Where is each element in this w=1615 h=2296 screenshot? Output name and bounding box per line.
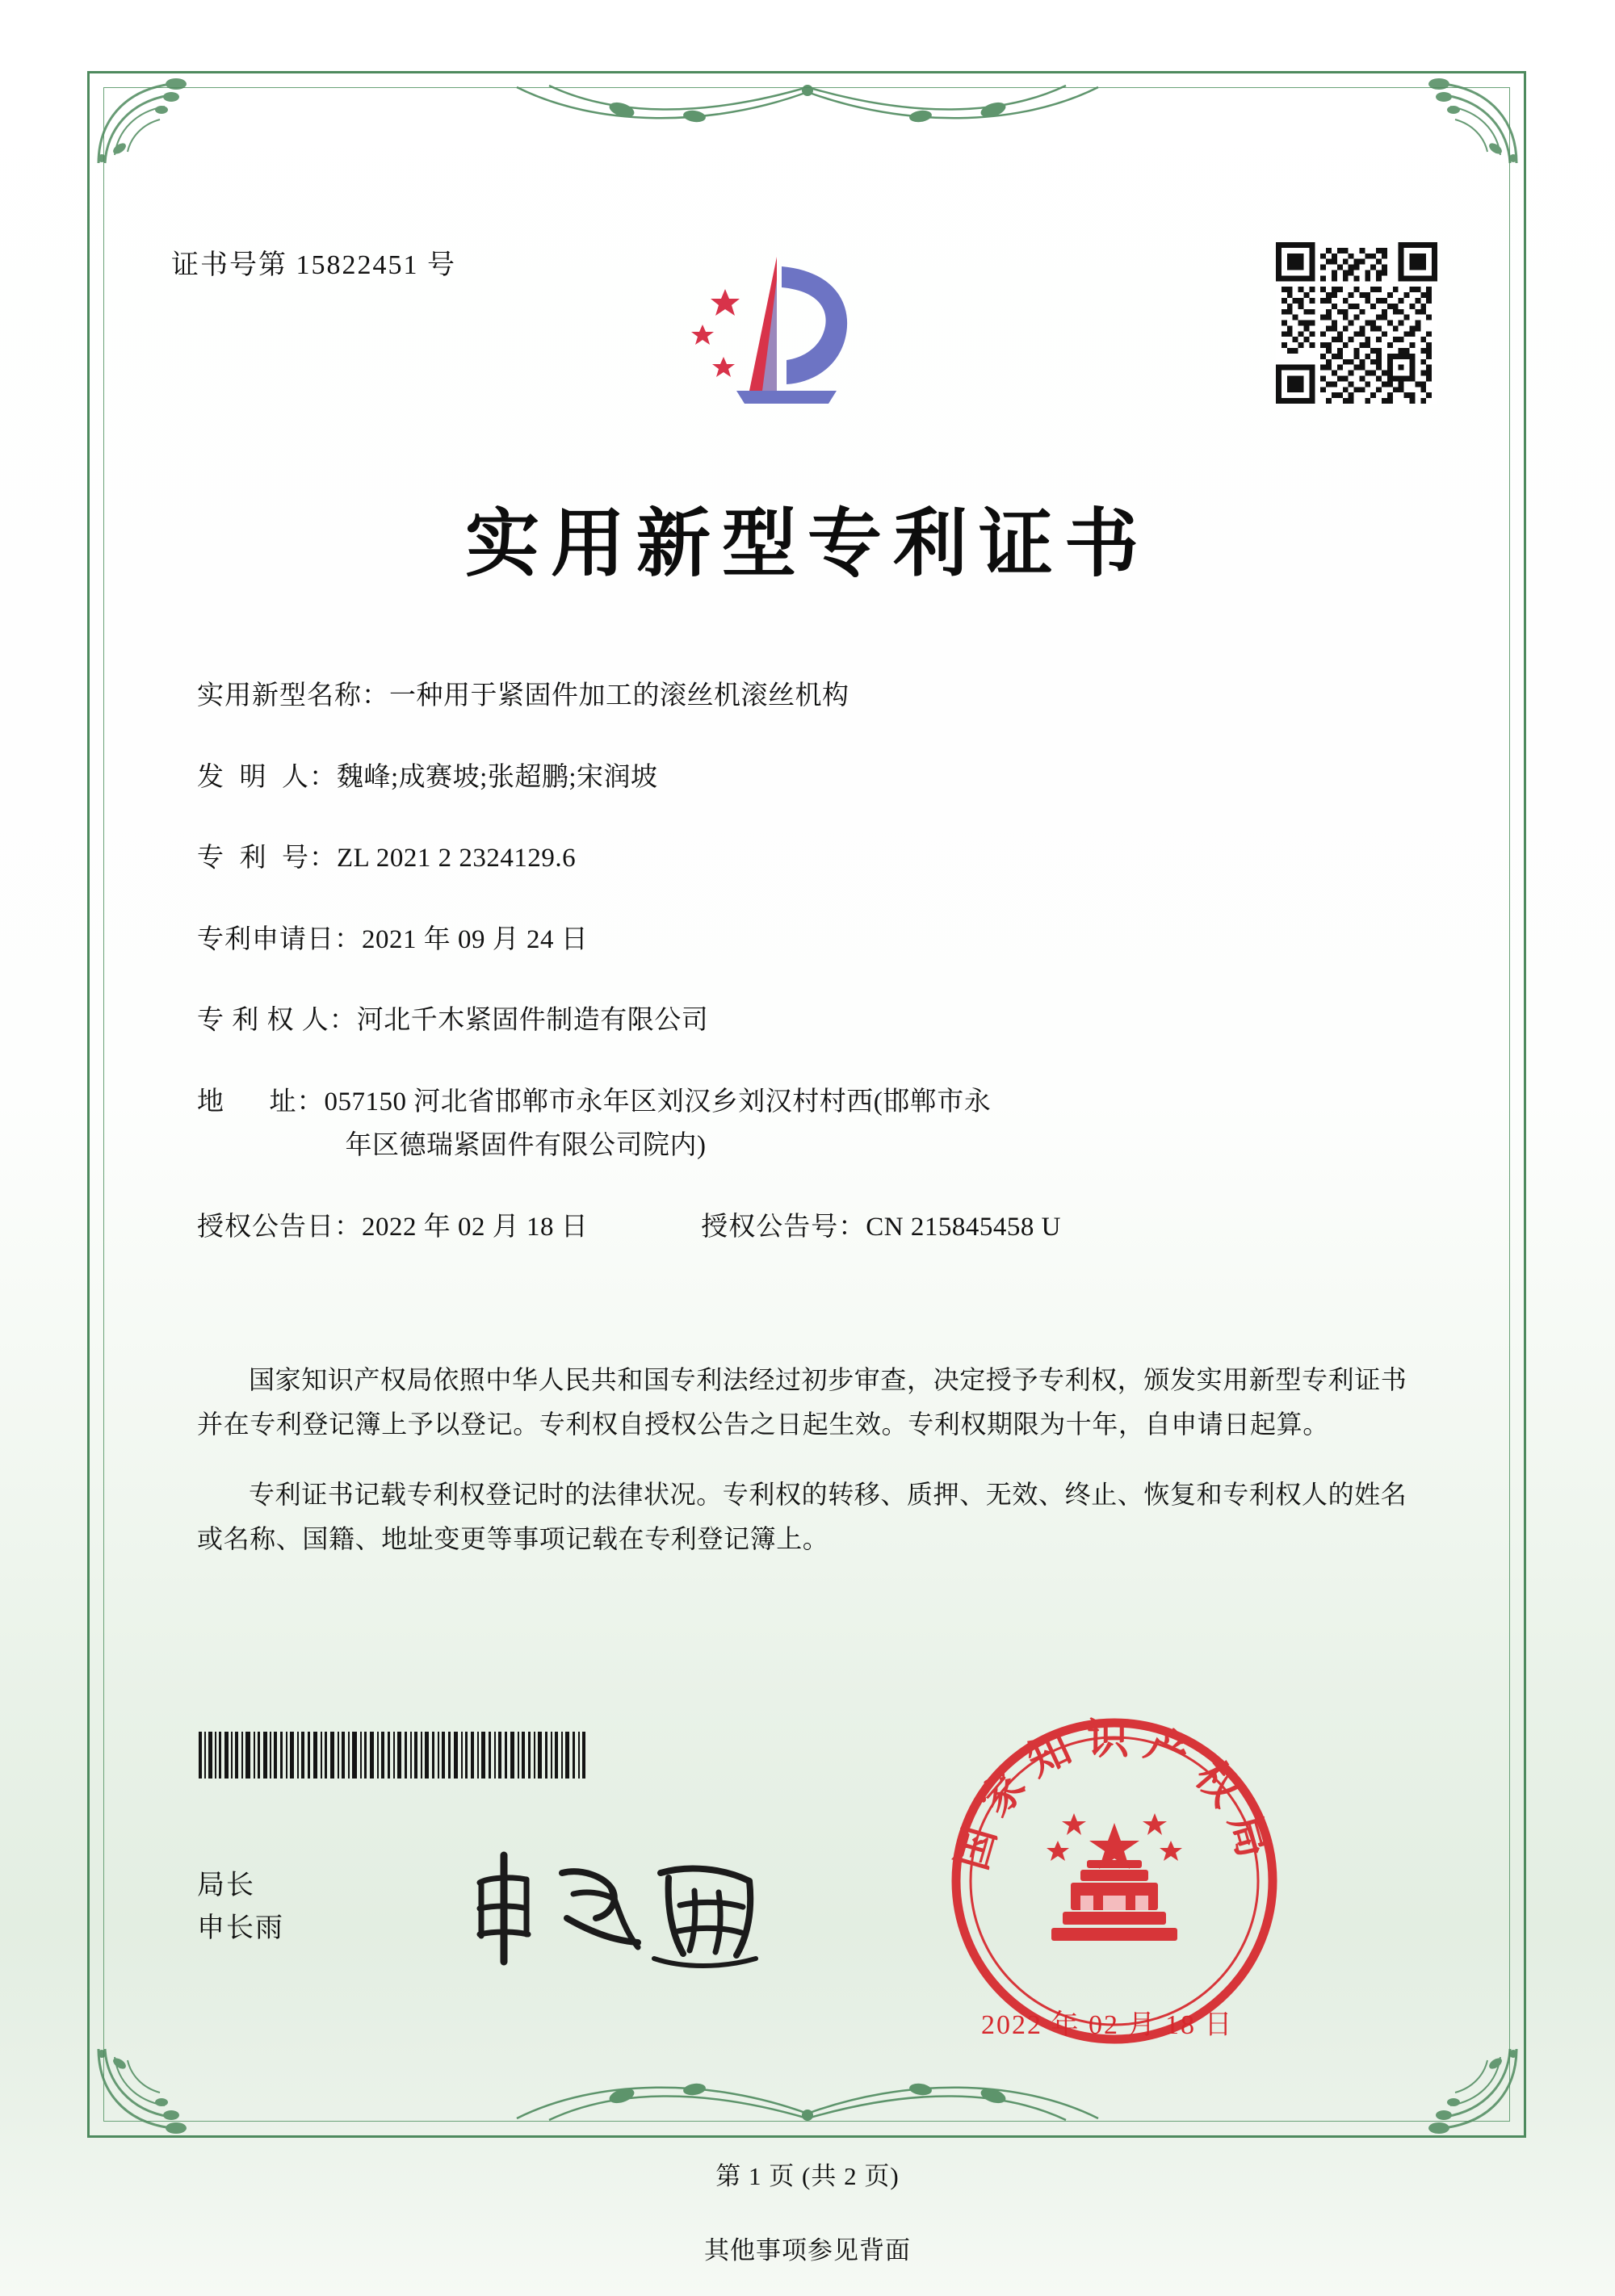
page-title: 实用新型专利证书 bbox=[464, 500, 1150, 587]
corner-ornament-icon bbox=[1403, 2041, 1525, 2138]
field-value: 河北千木紧固件制造有限公司 bbox=[356, 1006, 709, 1036]
top-vine-ornament-icon bbox=[501, 78, 1114, 134]
grant-date-value: 2022 年 02 月 18 日 bbox=[362, 1212, 589, 1242]
corner-ornament-icon bbox=[90, 74, 212, 171]
handwritten-signature-icon bbox=[452, 1841, 791, 1978]
field-label: 专利申请日： bbox=[197, 924, 362, 954]
field-value: 魏峰;成赛坡;张超鹏;宋润坡 bbox=[337, 762, 658, 792]
address-line-1: 057150 河北省邯郸市永年区刘汉乡刘汉村村西(邯郸市永 bbox=[324, 1087, 992, 1117]
grant-number-value: CN 215845458 U bbox=[866, 1212, 1061, 1242]
field-label: 发 明 人： bbox=[197, 762, 337, 792]
director-title: 局长 bbox=[197, 1871, 255, 1900]
corner-ornament-icon bbox=[90, 2041, 212, 2138]
field-row-inventors bbox=[197, 760, 1424, 796]
paragraph-register-statement: 专利证书记载专利权登记时的法律状况。专利权的转移、质押、无效、终止、恢复和专利权人的姓名或名称、国籍、地址变更等事项记载在专利登记簿上。 bbox=[197, 1480, 1407, 1554]
back-side-note: 其他事项参见背面 bbox=[704, 2236, 911, 2265]
paragraph-grant-statement: 国家知识产权局依照中华人民共和国专利法经过初步审查，决定授予专利权，颁发实用新型专利证书并在专利登记簿上予以登记。专利权自授权公告之日起生效。专利权期限为十年，自申请日起算。 bbox=[197, 1365, 1407, 1439]
director-name: 申长雨 bbox=[197, 1913, 284, 1943]
field-label: 实用新型名称： bbox=[197, 681, 389, 710]
cnipa-logo-icon bbox=[678, 242, 888, 428]
field-label: 专 利 权 人： bbox=[197, 1006, 357, 1036]
field-value-address bbox=[325, 1084, 1425, 1164]
bottom-vine-ornament-icon bbox=[501, 2072, 1114, 2128]
field-label: 专 利 号： bbox=[197, 844, 337, 874]
certificate-number: 证书号第 15822451 号 bbox=[171, 250, 456, 280]
field-row-application-date bbox=[197, 922, 1424, 958]
address-line-2: 年区德瑞紧固件有限公司院内) bbox=[345, 1131, 707, 1161]
barcode-icon bbox=[197, 1732, 609, 1779]
official-red-seal-icon bbox=[945, 1712, 1284, 2051]
field-row-utility-model-name bbox=[197, 678, 1424, 714]
field-list bbox=[197, 678, 1424, 1277]
page-number: 第 1 页 (共 2 页) bbox=[715, 2162, 900, 2190]
field-value: 2021 年 09 月 24 日 bbox=[362, 924, 589, 954]
legal-text-block bbox=[197, 1332, 1424, 1574]
grant-number-label: 授权公告号： bbox=[701, 1212, 866, 1242]
field-row-address bbox=[197, 1084, 1424, 1164]
signature-block bbox=[197, 1865, 284, 1950]
field-value: ZL 2021 2 2324129.6 bbox=[337, 844, 577, 874]
qr-code-icon bbox=[1276, 242, 1437, 404]
field-value: 一种用于紧固件加工的滚丝机滚丝机构 bbox=[389, 681, 849, 710]
field-row-grant bbox=[197, 1209, 1424, 1246]
field-label: 地 址： bbox=[197, 1087, 325, 1117]
field-row-patent-number bbox=[197, 840, 1424, 877]
field-row-patentee bbox=[197, 1003, 1424, 1039]
corner-ornament-icon bbox=[1403, 74, 1525, 171]
grant-date-label: 授权公告日： bbox=[197, 1212, 362, 1242]
svg-text:国家知识产权局: 国家知识产权局 bbox=[946, 1715, 1282, 1875]
seal-date: 2022 年 02 月 18 日 bbox=[981, 2010, 1234, 2040]
